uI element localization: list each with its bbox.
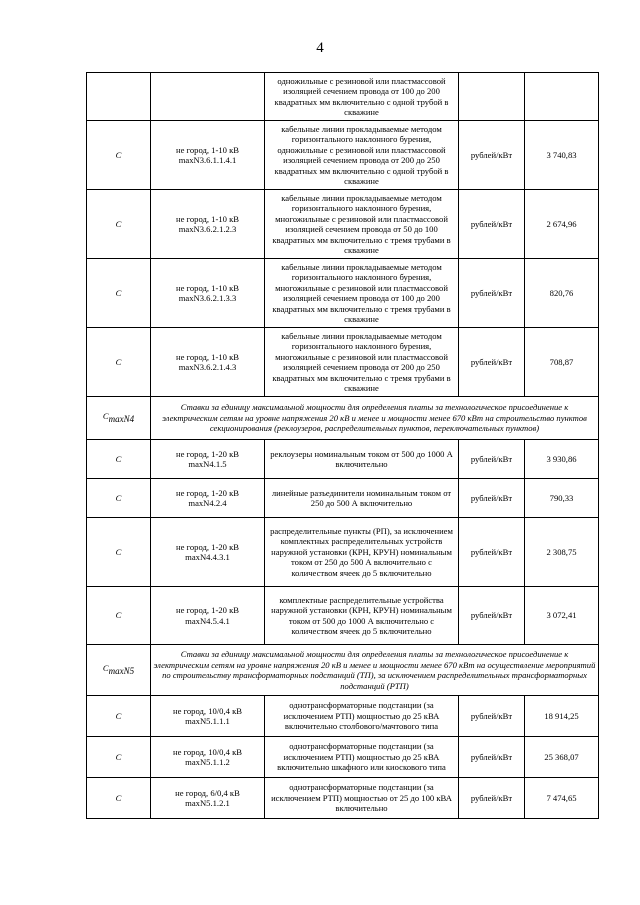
- value-cell: [525, 73, 599, 121]
- unit-cell: рублей/кВт: [459, 737, 525, 778]
- symbol-cell: C: [87, 121, 151, 190]
- symbol-cell: C: [87, 440, 151, 479]
- description-cell: комплектные распределительные устройства наружной установки (КРН, КРУН) номинальным током от 500 до 1000 А включительно с количеством ячеек до 5 включительно: [265, 587, 459, 645]
- voltage-label: не город, 1-20 кВ: [176, 541, 239, 552]
- voltage-label: не город, 1-10 кВ: [176, 282, 239, 293]
- rate-code: maxN3.6.1.1.4.1: [178, 155, 237, 165]
- table-row: [87, 737, 599, 778]
- voltage-label: не город, 1-10 кВ: [176, 351, 239, 362]
- voltage-cell: [151, 73, 265, 121]
- description-cell: реклоузеры номинальным током от 500 до 1000 А включительно: [265, 440, 459, 479]
- section-description: Ставки за единицу максимальной мощности для определения платы за технологическое присоединение к электрическим сетям на уровне напряжения 20 кВ и менее и мощности менее 670 кВт на осуществление мероприятий по строительству трансформаторных подстанций (ТП), за исключением распределительных трансформаторных подстанций (РТП): [151, 645, 599, 696]
- voltage-label: не город, 10/0,4 кВ: [173, 746, 242, 757]
- rate-code: maxN4.5.4.1: [185, 615, 230, 626]
- voltage-cell: [151, 587, 265, 645]
- value-cell: 3 072,41: [525, 587, 599, 645]
- section-description: Ставки за единицу максимальной мощности для определения платы за технологическое присоединение к электрическим сетям на уровне напряжения 20 кВ и менее и мощности менее 670 кВт на строительство пунктов секционирования (реклоузеров, распределительных пунктов, переключательных пунктов): [151, 397, 599, 440]
- section-symbol-letter: C: [102, 411, 109, 422]
- symbol-cell: C: [87, 479, 151, 518]
- description-cell: однотрансформаторные подстанции (за исключением РТП) мощностью до 25 кВА включительно шкафного или киоскового типа: [265, 737, 459, 778]
- rate-code: maxN4.4.3.1: [185, 552, 230, 562]
- voltage-cell: [151, 778, 265, 819]
- rate-code: maxN5.1.2.1: [185, 798, 230, 808]
- voltage-cell: [151, 696, 265, 737]
- description-cell: однотрансформаторные подстанции (за исключением РТП) мощностью до 25 кВА включительно столбового/мачтового типа: [265, 696, 459, 737]
- section-symbol-subscript: maxN5: [108, 666, 135, 677]
- voltage-label: не город, 1-20 кВ: [176, 605, 239, 615]
- value-cell: 708,87: [525, 328, 599, 397]
- table-row: [87, 259, 599, 328]
- unit-cell: рублей/кВт: [459, 440, 525, 479]
- unit-cell: рублей/кВт: [459, 121, 525, 190]
- table-row: [87, 518, 599, 587]
- symbol-cell: [87, 73, 151, 121]
- description-cell: линейные разъединители номинальным током от 250 до 500 А включительно: [265, 479, 459, 518]
- unit-cell: рублей/кВт: [459, 696, 525, 737]
- rate-code: maxN3.6.2.1.3.3: [178, 293, 237, 303]
- value-cell: 3 740,83: [525, 121, 599, 190]
- rate-code: maxN4.1.5: [188, 459, 227, 469]
- table-row: [87, 479, 599, 518]
- voltage-cell: [151, 121, 265, 190]
- section-symbol-subscript: maxN4: [108, 414, 135, 425]
- description-cell: одножильные с резиновой или пластмассовой изоляцией сечением провода от 100 до 200 квадратных мм включительно с одной трубой в скважине: [265, 73, 459, 121]
- table-row: [87, 328, 599, 397]
- symbol-cell: C: [87, 587, 151, 645]
- value-cell: 790,33: [525, 479, 599, 518]
- symbol-cell: C: [87, 518, 151, 587]
- unit-cell: рублей/кВт: [459, 328, 525, 397]
- voltage-cell: [151, 737, 265, 778]
- section-symbol-letter: C: [102, 663, 109, 674]
- voltage-cell: [151, 518, 265, 587]
- unit-cell: рублей/кВт: [459, 778, 525, 819]
- unit-cell: рублей/кВт: [459, 518, 525, 587]
- symbol-cell: C: [87, 328, 151, 397]
- voltage-cell: [151, 440, 265, 479]
- symbol-cell: C: [87, 778, 151, 819]
- unit-cell: рублей/кВт: [459, 479, 525, 518]
- voltage-label: не город, 1-20 кВ: [176, 448, 239, 459]
- voltage-label: не город, 1-10 кВ: [176, 213, 239, 224]
- voltage-cell: [151, 259, 265, 328]
- value-cell: 7 474,65: [525, 778, 599, 819]
- value-cell: 2 308,75: [525, 518, 599, 587]
- section-symbol: [87, 645, 151, 696]
- table-row: [87, 587, 599, 645]
- voltage-label: не город, 1-10 кВ: [176, 144, 239, 155]
- unit-cell: [459, 73, 525, 121]
- description-cell: кабельные линии прокладываемые методом горизонтального наклонного бурения, многожильные с резиновой или пластмассовой изоляцией сечением провода от 100 до 200 квадратных мм включительно с тремя трубами в скважине: [265, 259, 459, 328]
- voltage-cell: [151, 479, 265, 518]
- symbol-cell: C: [87, 259, 151, 328]
- section-header-n4: [87, 397, 599, 440]
- table-row: [87, 73, 599, 121]
- rate-code: maxN5.1.1.1: [185, 716, 230, 726]
- unit-cell: рублей/кВт: [459, 587, 525, 645]
- value-cell: 820,76: [525, 259, 599, 328]
- symbol-cell: C: [87, 190, 151, 259]
- value-cell: 2 674,96: [525, 190, 599, 259]
- table-row: [87, 440, 599, 479]
- rate-code: maxN3.6.2.1.4.3: [178, 362, 237, 372]
- voltage-cell: [151, 328, 265, 397]
- page-number: 4: [316, 40, 324, 56]
- rate-code: maxN4.2.4: [188, 498, 227, 508]
- voltage-label: не город, 10/0,4 кВ: [173, 705, 242, 716]
- table-row: [87, 121, 599, 190]
- table-row: [87, 190, 599, 259]
- symbol-cell: C: [87, 737, 151, 778]
- value-cell: 25 368,07: [525, 737, 599, 778]
- table-row: [87, 778, 599, 819]
- description-cell: кабельные линии прокладываемые методом горизонтального наклонного бурения, одножильные с резиновой или пластмассовой изоляцией сечением провода от 200 до 250 квадратных мм включительно с одной трубой в скважине: [265, 121, 459, 190]
- unit-cell: рублей/кВт: [459, 190, 525, 259]
- description-cell: кабельные линии прокладываемые методом горизонтального наклонного бурения, многожильные с резиновой или пластмассовой изоляцией сечением провода от 50 до 100 квадратных мм включительно с тремя трубами в скважине: [265, 190, 459, 259]
- value-cell: 3 930,86: [525, 440, 599, 479]
- value-cell: 18 914,25: [525, 696, 599, 737]
- unit-cell: рублей/кВт: [459, 259, 525, 328]
- voltage-label: не город, 1-20 кВ: [176, 487, 239, 498]
- voltage-cell: [151, 190, 265, 259]
- rate-code: maxN3.6.2.1.2.3: [178, 224, 237, 234]
- voltage-label: не город, 6/0,4 кВ: [175, 787, 240, 798]
- rate-code: maxN5.1.1.2: [185, 757, 230, 767]
- section-symbol: [87, 397, 151, 440]
- tariff-table: [86, 72, 599, 819]
- section-header-n5: [87, 645, 599, 696]
- table-row: [87, 696, 599, 737]
- description-cell: однотрансформаторные подстанции (за исключением РТП) мощностью от 25 до 100 кВА включительно: [265, 778, 459, 819]
- description-cell: распределительные пункты (РП), за исключением комплектных распределительных устройств наружной установки (КРН, КРУН) номинальным током от 250 до 500 А включительно с количеством ячеек до 5 включительно: [265, 518, 459, 587]
- symbol-cell: C: [87, 696, 151, 737]
- description-cell: кабельные линии прокладываемые методом горизонтального наклонного бурения, многожильные с резиновой или пластмассовой изоляцией сечением провода от 200 до 250 квадратных мм включительно с тремя трубами в скважине: [265, 328, 459, 397]
